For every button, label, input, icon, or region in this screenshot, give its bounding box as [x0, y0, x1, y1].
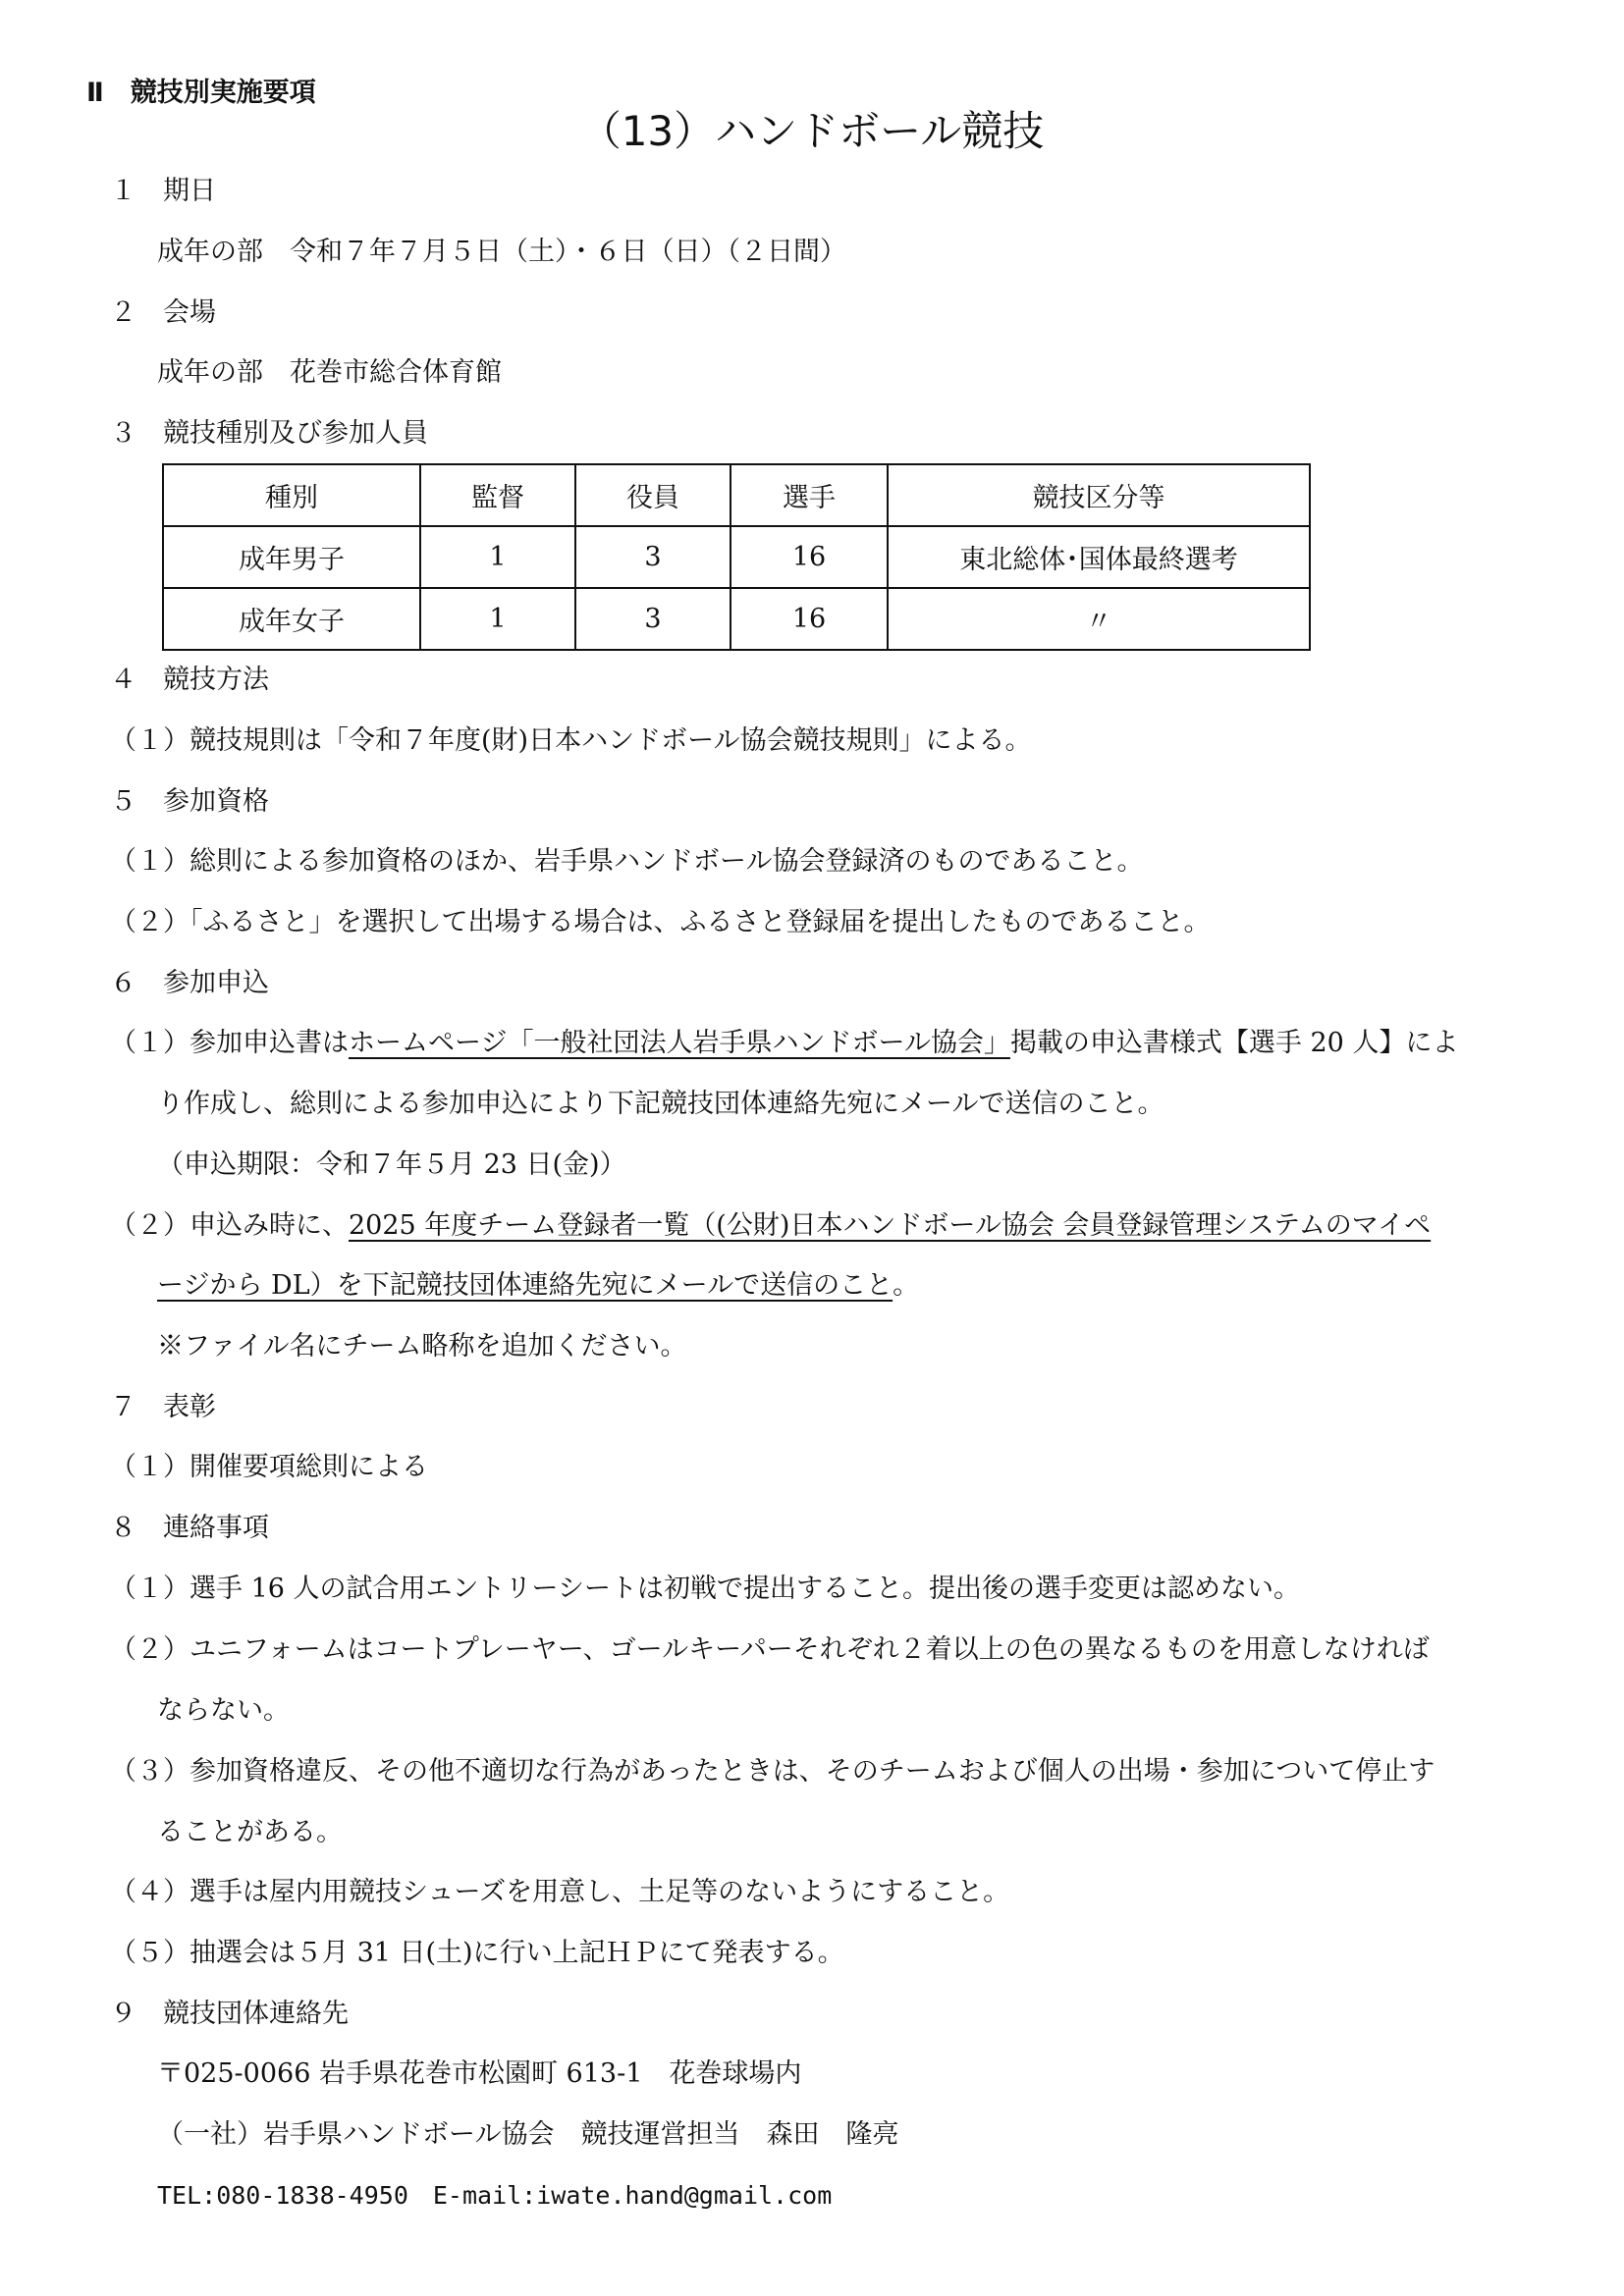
table-cell: 1	[420, 526, 575, 588]
method-item-1: （１）競技規則は「令和７年度(財)日本ハンドボール協会競技規則」による。	[110, 725, 1032, 756]
heading-method: ４ 競技方法	[110, 665, 269, 695]
notices-item-3: （３）参加資格違反、その他不適切な行為があったときは、そのチームおよび個人の出場・参加について停止す	[110, 1756, 1435, 1787]
header-cell: 監督	[420, 464, 575, 526]
notices-item-4: （４）選手は屋内用競技シューズを用意し、土足等のないようにすること。	[110, 1877, 1010, 1907]
header-cell: 競技区分等	[888, 464, 1310, 526]
dates-text: 成年の部 令和７年７月５日（土）・６日（日）（２日間）	[157, 237, 846, 267]
application-deadline: （申込期限：令和７年５月 23 日(金)）	[157, 1149, 626, 1180]
page-title: （13）ハンドボール競技	[579, 107, 1045, 155]
heading-categories: ３ 競技種別及び参加人員	[110, 418, 428, 449]
table-cell: 3	[575, 588, 731, 650]
application-item-1-suffix: 掲載の申込書様式【選手 20 人】によ	[1009, 1028, 1459, 1058]
table-cell: 16	[731, 526, 888, 588]
application-item-1-prefix: （１）参加申込書は	[110, 1028, 349, 1058]
notices-item-5: （５）抽選会は５月 31 日(土)に行い上記ＨＰにて発表する。	[110, 1938, 844, 1968]
contact-phone-email: TEL:080-1838-4950 E-mail:iwate.hand@gmail.com	[157, 2181, 833, 2210]
application-item-2-line-2	[157, 1269, 919, 1303]
header-cell: 役員	[575, 464, 731, 526]
table-header-row	[163, 464, 1310, 526]
notices-item-2: （２）ユニフォームはコートプレーヤー、ゴールキーパーそれぞれ２着以上の色の異なるものを用意しなければ	[110, 1634, 1430, 1665]
section-label: Ⅱ 競技別実施要項	[86, 78, 316, 108]
contact-organization: （一社）岩手県ハンドボール協会 競技運営担当 森田 隆亮	[157, 2119, 899, 2150]
heading-dates: １ 期日	[110, 176, 216, 206]
header-cell: 選手	[731, 464, 888, 526]
table-cell: 〃	[888, 588, 1310, 650]
heading-eligibility: ５ 参加資格	[110, 786, 269, 817]
heading-notices: ８ 連絡事項	[110, 1513, 269, 1543]
table-row	[163, 588, 1310, 650]
heading-contact: ９ 競技団体連絡先	[110, 1999, 349, 2029]
application-item-2-end: 。	[893, 1270, 920, 1301]
application-item-2-underlined-cont: ージから DL）を下記競技団体連絡先宛にメールで送信のこと	[157, 1270, 893, 1301]
table-cell: 16	[731, 588, 888, 650]
eligibility-item-1: （１）総則による参加資格のほか、岩手県ハンドボール協会登録済のものであること。	[110, 846, 1144, 877]
venue-text: 成年の部 花巻市総合体育館	[157, 357, 502, 388]
table-cell: 東北総体･国体最終選考	[888, 526, 1310, 588]
table-cell: 成年女子	[163, 588, 420, 650]
heading-awards: ７ 表彰	[110, 1392, 216, 1422]
contact-address: 〒025-0066 岩手県花巻市松園町 613-1 花巻球場内	[157, 2058, 802, 2089]
table-row	[163, 526, 1310, 588]
application-item-2	[110, 1209, 1431, 1243]
application-note: ※ファイル名にチーム略称を追加ください。	[157, 1331, 687, 1362]
table-cell: 3	[575, 526, 731, 588]
notices-item-2-line-2: ならない。	[157, 1695, 290, 1726]
heading-application: ６ 参加申込	[110, 968, 269, 998]
application-item-1-line-2: り作成し、総則による参加申込により下記競技団体連絡先宛にメールで送信のこと。	[157, 1089, 1164, 1119]
awards-item-1: （１）開催要項総則による	[110, 1452, 428, 1482]
notices-item-3-line-2: ることがある。	[157, 1817, 343, 1847]
application-item-1	[110, 1027, 1458, 1060]
participants-table	[162, 463, 1311, 651]
table-cell: 1	[420, 588, 575, 650]
heading-venue: ２ 会場	[110, 297, 216, 328]
homepage-link[interactable]: ホームページ「一般社団法人岩手県ハンドボール協会」	[349, 1028, 1010, 1058]
application-item-2-underlined: 2025 年度チーム登録者一覧（(公財)日本ハンドボール協会 会員登録管理システムのマイペ	[349, 1210, 1432, 1241]
header-cell: 種別	[163, 464, 420, 526]
table-cell: 成年男子	[163, 526, 420, 588]
application-item-2-prefix: （２）申込み時に、	[110, 1210, 349, 1241]
notices-item-1: （１）選手 16 人の試合用エントリーシートは初戦で提出すること。提出後の選手変更は認めない。	[110, 1574, 1300, 1604]
eligibility-item-2: （２）「ふるさと」を選択して出場する場合は、ふるさと登録届を提出したものであること。	[110, 907, 1211, 937]
